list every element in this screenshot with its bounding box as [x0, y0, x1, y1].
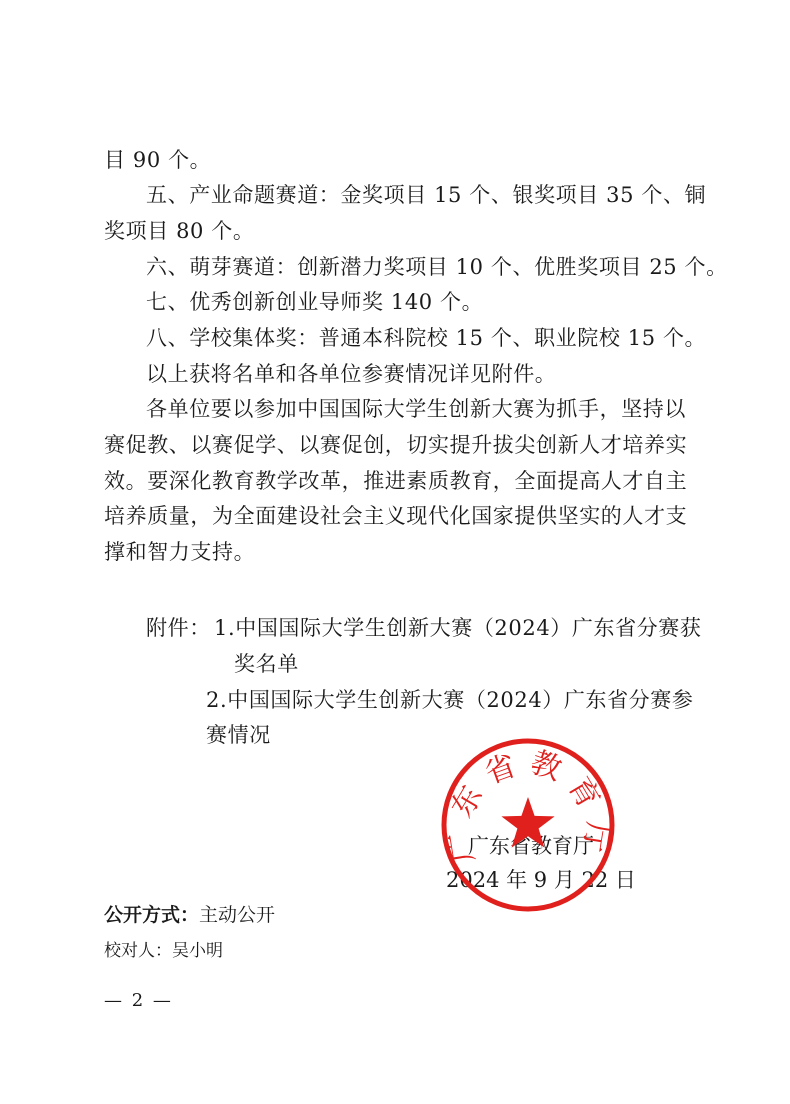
page-number: — 2 —	[104, 990, 173, 1011]
disclosure-line	[104, 902, 275, 928]
signature-date: 2024 年 9 月 22 日	[446, 868, 636, 892]
body-line-8: 各单位要以参加中国国际大学生创新大赛为抓手，坚持以	[146, 397, 686, 421]
attachment-1-line-1: 1.中国国际大学生创新大赛（2024）广东省分赛获	[214, 616, 702, 640]
disclosure-label: 公开方式：	[104, 904, 200, 926]
attachment-2-line-2: 赛情况	[206, 723, 271, 747]
proofreader-line: 校对人：吴小明	[104, 941, 223, 961]
body-line-2: 五、产业命题赛道：金奖项目 15 个、银奖项目 35 个、铜	[146, 183, 707, 207]
body-line-12: 撑和智力支持。	[104, 540, 256, 564]
body-line-6: 八、学校集体奖：普通本科院校 15 个、职业院校 15 个。	[146, 326, 707, 350]
official-seal	[438, 735, 618, 915]
disclosure-value: 主动公开	[199, 904, 276, 926]
attachments-label: 附件：	[146, 616, 211, 640]
body-line-5: 七、优秀创新创业导师奖 140 个。	[146, 290, 484, 314]
body-line-7: 以上获将名单和各单位参赛情况详见附件。	[146, 362, 557, 386]
body-line-3: 奖项目 80 个。	[104, 219, 255, 243]
attachment-1-line-2: 奖名单	[234, 652, 299, 676]
seal-arc-text: 广东省教育厅	[440, 744, 616, 865]
seal-star-icon	[501, 797, 554, 848]
body-line-9: 赛促教、以赛促学、以赛促创，切实提升拔尖创新人才培养实	[104, 433, 688, 457]
body-line-1: 目 90 个。	[104, 148, 212, 172]
attachment-2-line-1: 2.中国国际大学生创新大赛（2024）广东省分赛参	[206, 688, 694, 712]
body-line-11: 培养质量，为全面建设社会主义现代化国家提供坚实的人才支	[104, 504, 688, 528]
body-line-4: 六、萌芽赛道：创新潜力奖项目 10 个、优胜奖项目 25 个。	[146, 255, 728, 279]
signature-org: 广东省教育厅	[468, 834, 594, 858]
body-line-10: 效。要深化教育教学改革，推进素质教育，全面提高人才自主	[104, 469, 688, 493]
